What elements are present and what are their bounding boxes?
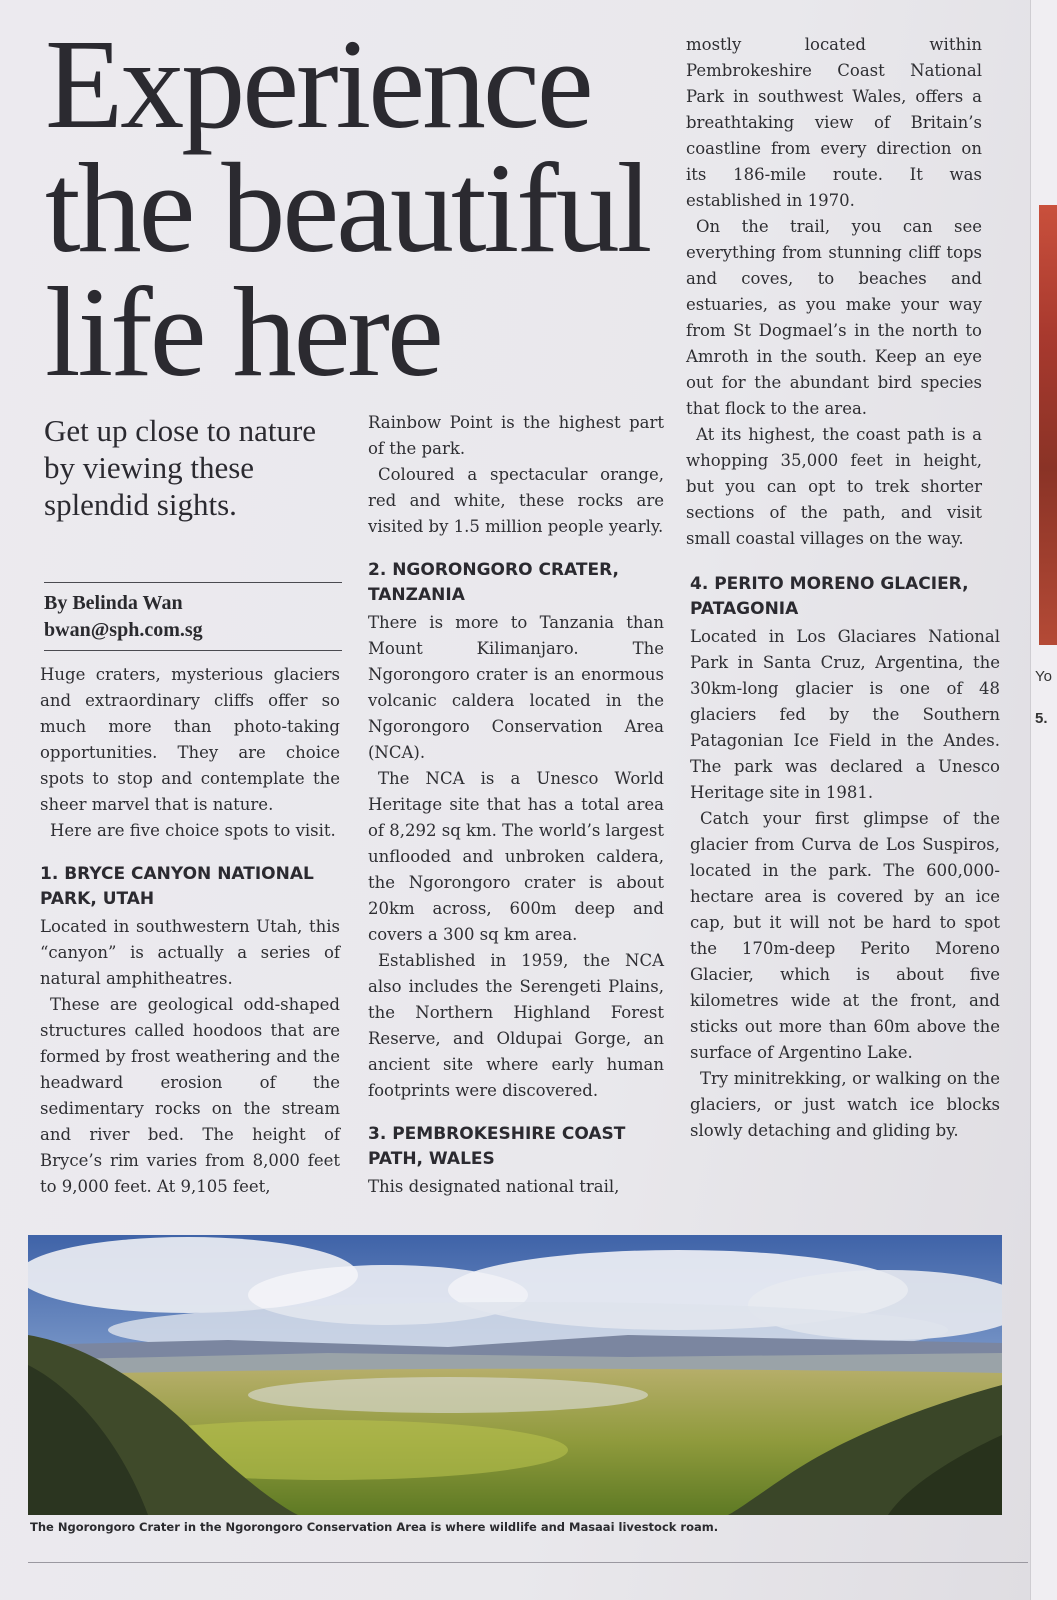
- divider: [44, 582, 342, 583]
- column-1: [40, 662, 340, 1200]
- adjacent-heading-fragment: 5.: [1035, 710, 1048, 727]
- body-paragraph: At its highest, the coast path is a whopping 35,000 feet in height, but you can opt to trek shorter sections of the path, and visit small coastal villages on the way.: [686, 425, 982, 548]
- headline: Experience the beautiful life here: [45, 13, 650, 403]
- section-heading: 2. NGORONGORO CRATER, TANZANIA: [368, 560, 619, 605]
- author-name: By Belinda Wan: [44, 592, 183, 614]
- adjacent-page-edge: [1030, 0, 1057, 1600]
- section-heading: 3. PEMBROKESHIRE COAST PATH, WALES: [368, 1124, 626, 1169]
- body-paragraph: This designated national trail,: [368, 1177, 620, 1196]
- intro-paragraph: Here are five choice spots to visit.: [50, 821, 336, 840]
- column-3: [686, 32, 982, 552]
- body-paragraph: There is more to Tanzania than Mount Kilimanjaro. The Ngorongoro crater is an enormous volcanic caldera located in the Ngorongoro Conservation Area (NCA).: [368, 613, 664, 762]
- divider: [28, 1562, 1028, 1563]
- section-heading: 1. BRYCE CANYON NATIONAL PARK, UTAH: [40, 864, 314, 909]
- body-paragraph: Rainbow Point is the highest part of the park.: [368, 413, 664, 458]
- adjacent-caption-fragment: Yo: [1035, 668, 1052, 685]
- deck: Get up close to nature by viewing these splendid sights.: [44, 413, 317, 522]
- adjacent-photo: [1039, 205, 1057, 645]
- photo-caption: The Ngorongoro Crater in the Ngorongoro Conservation Area is where wildlife and Masaai livestock roam.: [30, 1520, 719, 1534]
- crater-photo: [28, 1235, 1002, 1515]
- byline: [44, 590, 344, 644]
- body-paragraph: Located in southwestern Utah, this “canyon” is actually a series of natural amphitheatres.: [40, 917, 340, 988]
- column-2: [368, 410, 664, 1200]
- author-email: bwan@sph.com.sg: [44, 619, 203, 641]
- crater-landscape-image: [28, 1235, 1002, 1515]
- body-paragraph: Try minitrekking, or walking on the glaciers, or just watch ice blocks slowly detaching and gliding by.: [690, 1069, 1000, 1140]
- column-3-lower: [690, 572, 1000, 1144]
- body-paragraph: Catch your first glimpse of the glacier from Curva de Los Suspiros, located in the park. The 600,000-hectare area is covered by an ice cap, but it will not be hard to spot the 170m-deep Perito Moreno Glacier, which is about five kilometres wide at the front, and sticks out more than 60m above the surface of Argentino Lake.: [690, 809, 1000, 1062]
- body-paragraph: These are geological odd-shaped structures called hoodoos that are formed by frost weathering and the headward erosion of the sedimentary rocks on the stream and river bed. The height of Bryce’s rim varies from 8,000 feet to 9,000 feet. At 9,105 feet,: [40, 995, 340, 1196]
- body-paragraph: The NCA is a Unesco World Heritage site that has a total area of 8,292 sq km. The world’s largest unflooded and unbroken caldera, the Ngorongoro crater is about 20km across, 600m deep and covers a 300 sq km area.: [368, 769, 664, 944]
- body-paragraph: On the trail, you can see everything from stunning cliff tops and coves, to beaches and estuaries, as you make your way from St Dogmael’s in the north to Amroth in the south. Keep an eye out for the abundant bird species that flock to the area.: [686, 217, 982, 418]
- intro-paragraph: Huge craters, mysterious glaciers and extraordinary cliffs offer so much more than photo-taking opportunities. They are choice spots to stop and contemplate the sheer marvel that is nature.: [40, 665, 340, 814]
- body-paragraph: Coloured a spectacular orange, red and white, these rocks are visited by 1.5 million people yearly.: [368, 465, 664, 536]
- body-paragraph: Established in 1959, the NCA also includes the Serengeti Plains, the Northern Highland Forest Reserve, and Oldupai Gorge, an ancient site where early human footprints were discovered.: [368, 951, 664, 1100]
- section-heading: 4. PERITO MORENO GLACIER, PATAGONIA: [690, 574, 969, 619]
- body-paragraph: mostly located within Pembrokeshire Coast National Park in southwest Wales, offers a breathtaking view of Britain’s coastline from every direction on its 186-mile route. It was established in 1970.: [686, 35, 982, 210]
- divider: [44, 650, 342, 651]
- body-paragraph: Located in Los Glaciares National Park in Santa Cruz, Argentina, the 30km-long glacier is one of 48 glaciers fed by the Southern Patagonian Ice Field in the Andes. The park was declared a Unesco Heritage site in 1981.: [690, 627, 1000, 802]
